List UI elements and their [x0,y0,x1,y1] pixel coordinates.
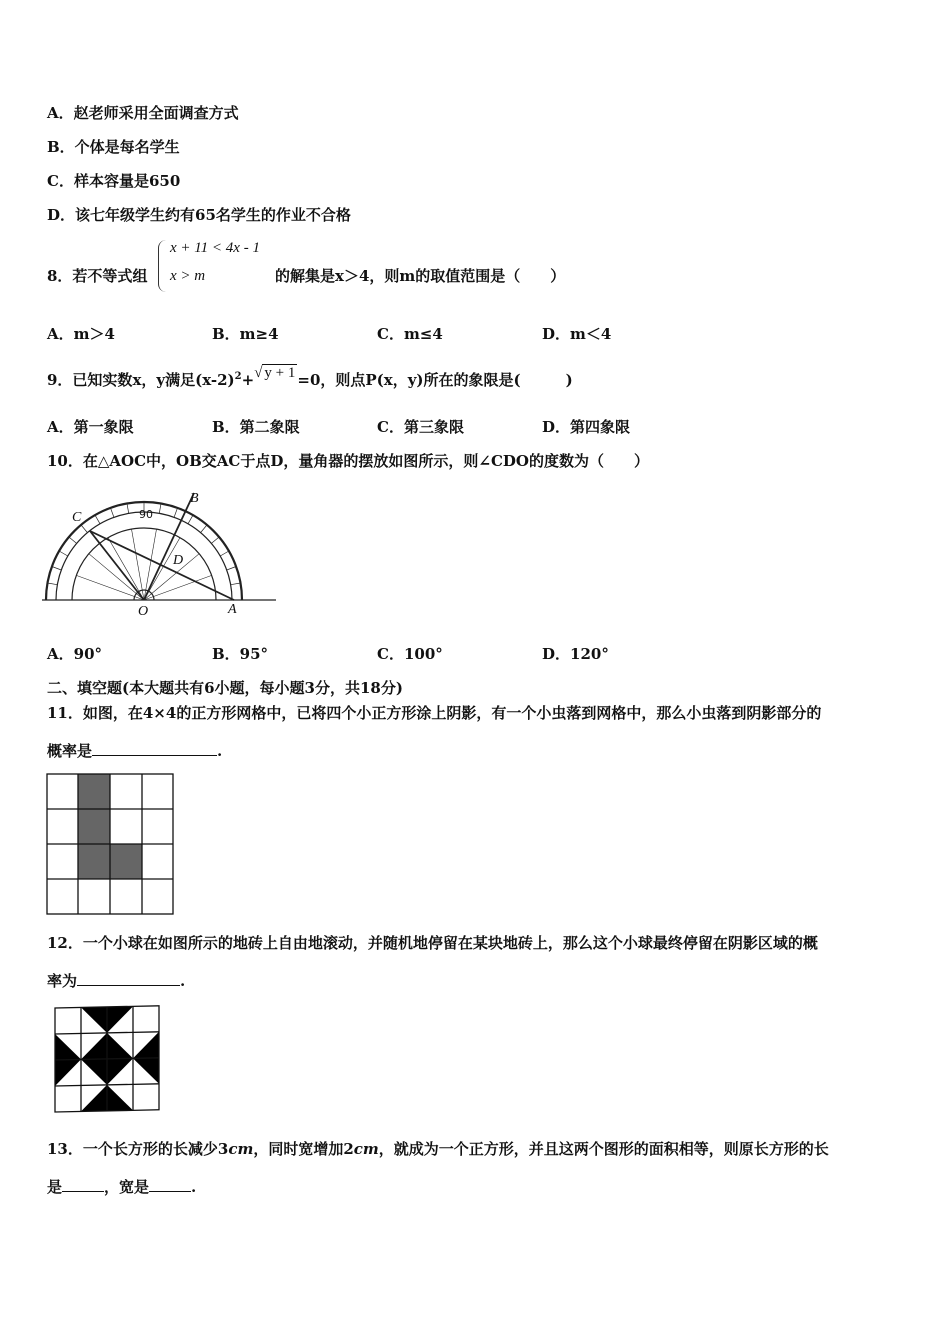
q8-prefix: 8．若不等式组 [47,267,148,285]
q7-option-b: B．个体是每名学生 [47,138,180,156]
q8-suffix: 的解集是x＞4，则m的取值范围是（ ） [275,267,566,285]
q11-line1: 11．如图，在4×4的正方形网格中，已将四个小正方形涂上阴影，有一个小虫落到网格中，那么小虫落到阴影部分的 [47,704,822,722]
label-o: O [138,604,149,619]
protractor-scale-arc [72,528,216,600]
protractor-radial-lines [72,529,216,600]
shaded-cell [78,809,110,844]
q12-line2 [47,970,185,991]
brace-icon [158,240,167,292]
q8-option-a: A．m＞4 [47,325,115,343]
q9-option-d: D．第四象限 [542,418,631,436]
q13-unit-1: cm [228,1140,254,1158]
sqrt-icon: √ [254,365,263,381]
q10-option-c: C．100° [377,645,443,663]
q11-answer-blank[interactable] [92,741,217,756]
q13-length-blank[interactable] [62,1177,104,1192]
label-c: C [72,510,82,525]
q13-line2 [47,1176,196,1197]
q9-option-b: B．第二象限 [212,418,300,436]
q8-option-b: B．m≥4 [212,325,279,343]
label-b: B [190,491,199,506]
q12-line2-suffix: . [180,972,186,990]
q9-suffix: =0，则点P(x，y)所在的象限是( ) [297,371,573,389]
section-2-heading: 二、填空题(本大题共有6小题，每小题3分，共18分) [47,679,403,697]
segment-ca [90,531,234,600]
q12-answer-blank[interactable] [77,971,180,986]
q8-option-d: D．m＜4 [542,325,612,343]
q9-option-a: A．第一象限 [47,418,134,436]
segment-co [90,531,144,600]
grid-lines [47,774,173,914]
shaded-cell [110,844,142,879]
q11-line2 [47,740,222,761]
q9-text [47,365,573,390]
q13-line1-a: 13．一个长方形的长减少3 [47,1140,229,1158]
q13-line2-c: . [191,1178,197,1196]
q8-option-c: C．m≤4 [377,325,443,343]
q13-width-blank[interactable] [149,1177,191,1192]
q8-inequality-1: x + 11 < 4x - 1 [170,240,260,256]
label-90: 90 [139,508,153,521]
q13-unit-2: cm [353,1140,379,1158]
q12-line2-prefix: 率为 [47,972,78,990]
q9-exponent: 2 [234,371,242,382]
q10-option-b: B．95° [212,645,269,663]
q11-line2-suffix: . [217,742,223,760]
q9-radicand: y + 1 [264,365,296,381]
q12-tile-figure [54,1006,166,1120]
shaded-cell [78,774,110,809]
q13-line1-b: ，同时宽增加2 [253,1140,354,1158]
q7-option-d: D．该七年级学生约有65名学生的作业不合格 [47,206,351,224]
q7-option-a: A．赵老师采用全面调查方式 [47,104,239,122]
q13-line1 [47,1138,829,1159]
q10-option-a: A．90° [47,645,103,663]
q10-protractor-figure [42,487,282,622]
q9-sqrt [254,365,297,382]
q13-line1-c: ，就成为一个正方形，并且这两个图形的面积相等，则原长方形的长 [378,1140,829,1158]
q10-option-d: D．120° [542,645,609,663]
q10-text: 10．在△AOC中，OB交AC于点D，量角器的摆放如图所示，则∠CDO的度数为（ ） [47,452,649,470]
q11-line2-prefix: 概率是 [47,742,93,760]
label-a: A [228,602,237,617]
q13-line2-b: ，宽是 [104,1178,150,1196]
q11-grid-figure [46,773,176,916]
q9-option-c: C．第三象限 [377,418,464,436]
label-d: D [173,553,184,568]
q7-option-c: C．样本容量是650 [47,172,181,190]
q9-plus: + [241,371,255,389]
q9-prefix: 9．已知实数x，y满足(x-2) [47,371,235,389]
shaded-cell [78,844,110,879]
q8-inequality-2: x > m [170,268,206,284]
q12-line1: 12．一个小球在如图所示的地砖上自由地滚动，并随机地停留在某块地砖上，那么这个小球最终停留在阴影区域的概 [47,934,818,952]
q13-line2-a: 是 [47,1178,63,1196]
